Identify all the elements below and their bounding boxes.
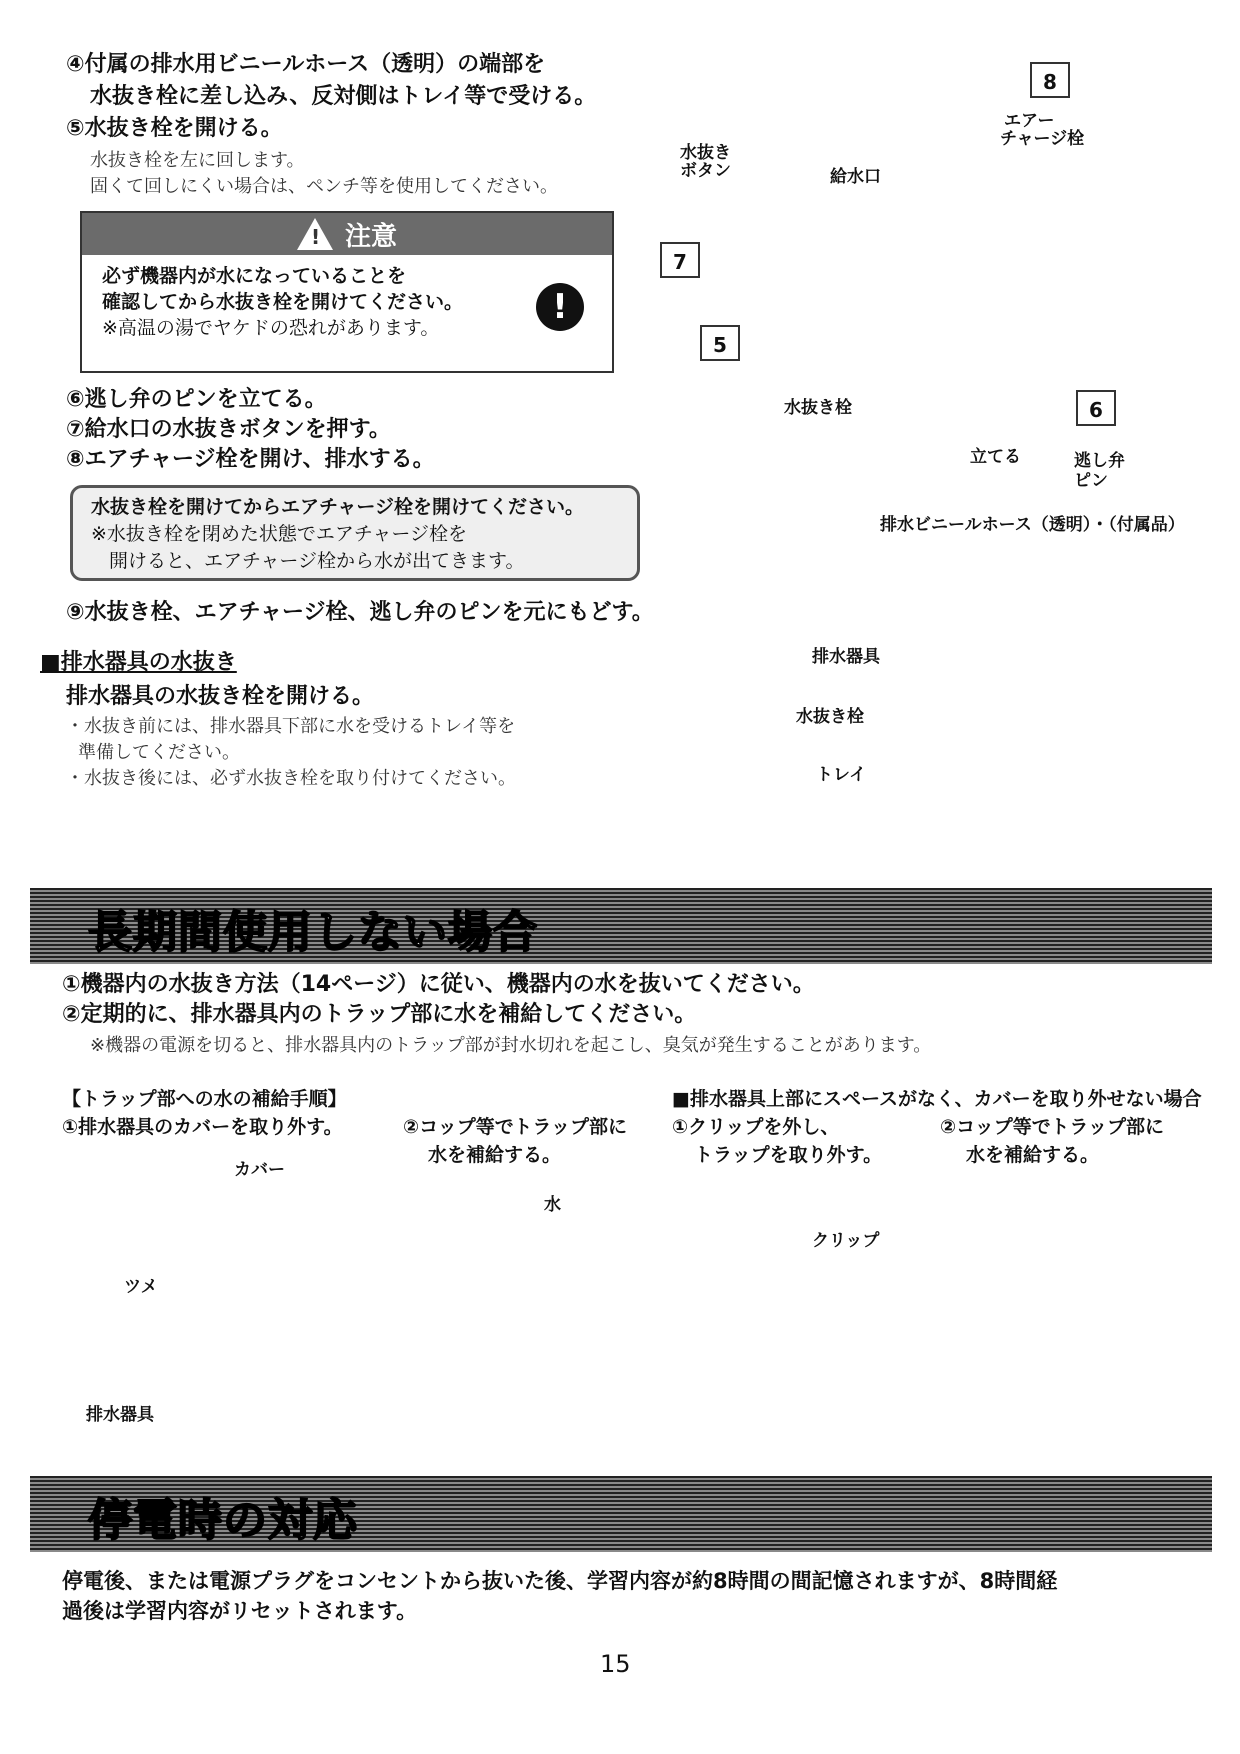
- drain-bullet2: ・水抜き後には、必ず水抜き栓を取り付けてください。: [66, 768, 516, 789]
- outage-banner: [30, 1476, 1212, 1552]
- proc2a: ②コップ等でトラップ部に: [403, 1116, 627, 1138]
- long-term-title: 長期間使用しない場合: [88, 907, 538, 958]
- label-fixture-2: 排水器具: [86, 1405, 154, 1425]
- tip-line3: 開けると、エアチャージ栓から水が出てきます。: [109, 550, 525, 572]
- outage-line2: 過後は学習内容がリセットされます。: [62, 1599, 418, 1623]
- long-term-banner: [30, 888, 1212, 964]
- alt2b: 水を補給する。: [966, 1144, 1100, 1166]
- label-drain-btn1: 水抜き: [680, 143, 731, 163]
- long-term-p3: ※機器の電源を切ると、排水器具内のトラップ部が封水切れを起こし、臭気が発生することがあります。: [90, 1035, 932, 1056]
- caution-line3: ※高温の湯でヤケドの恐れがあります。: [102, 317, 440, 339]
- label-water: 水: [544, 1195, 561, 1215]
- tag-8: 8: [1030, 62, 1070, 98]
- outage-title: 停電時の対応: [88, 1495, 358, 1546]
- step5-note1: 水抜き栓を左に回します。: [90, 150, 305, 171]
- alt1a: ①クリップを外し、: [672, 1116, 840, 1138]
- label-relief1: 逃し弁: [1074, 451, 1125, 471]
- drain-bullet1a: ・水抜き前には、排水器具下部に水を受けるトレイ等を: [66, 716, 516, 737]
- proc-heading: 【トラップ部への水の補給手順】: [62, 1088, 347, 1110]
- step6: ⑥逃し弁のピンを立てる。: [66, 387, 327, 412]
- caution-header: [82, 213, 612, 255]
- tip-box: [70, 485, 640, 581]
- step5: ⑤水抜き栓を開ける。: [66, 116, 283, 141]
- long-term-p1: ①機器内の水抜き方法（14ページ）に従い、機器内の水を抜いてください。: [62, 972, 815, 997]
- step5-note2: 固くて回しにくい場合は、ペンチ等を使用してください。: [90, 176, 558, 197]
- alt2a: ②コップ等でトラップ部に: [940, 1116, 1164, 1138]
- label-air-charge: チャージ栓: [1000, 129, 1085, 149]
- step4-line2: 水抜き栓に差し込み、反対側はトレイ等で受ける。: [90, 84, 597, 109]
- label-fixture: 排水器具: [812, 647, 880, 667]
- drain-heading: ■排水器具の水抜き: [40, 650, 237, 675]
- step8: ⑧エアチャージ栓を開け、排水する。: [66, 447, 435, 472]
- tag-5: 5: [700, 325, 740, 361]
- step7: ⑦給水口の水抜きボタンを押す。: [66, 417, 391, 442]
- exclamation-icon: !: [536, 283, 584, 331]
- label-plug: 水抜き栓: [796, 707, 864, 727]
- step9: ⑨水抜き栓、エアチャージ栓、逃し弁のピンを元にもどす。: [66, 600, 654, 625]
- caution-title: 注意: [344, 221, 397, 252]
- tip-line2: ※水抜き栓を閉めた状態でエアチャージ栓を: [91, 523, 467, 545]
- step4-line1: ④付属の排水用ビニールホース（透明）の端部を: [66, 52, 546, 77]
- label-tray: トレイ: [816, 765, 867, 785]
- long-term-p2: ②定期的に、排水器具内のトラップ部に水を補給してください。: [62, 1002, 697, 1027]
- label-clip: クリップ: [812, 1231, 880, 1251]
- label-drain-btn2: ボタン: [680, 161, 731, 181]
- proc1: ①排水器具のカバーを取り外す。: [62, 1116, 343, 1138]
- tag-6: 6: [1076, 390, 1116, 426]
- caution-line1: 必ず機器内が水になっていることを: [102, 265, 407, 287]
- page-number: 15: [600, 1650, 631, 1678]
- tag-7: 7: [660, 242, 700, 278]
- label-drain-plug: 水抜き栓: [784, 398, 852, 418]
- alt-heading: ■排水器具上部にスペースがなく、カバーを取り外せない場合: [672, 1088, 1202, 1110]
- drain-bullet1b: 準備してください。: [78, 742, 240, 763]
- warning-triangle-icon: !: [297, 218, 333, 250]
- label-cover: カバー: [234, 1160, 285, 1180]
- label-inlet: 給水口: [830, 167, 881, 187]
- caution-box: [80, 211, 614, 373]
- label-stand: 立てる: [970, 447, 1021, 467]
- label-tab: ツメ: [124, 1277, 158, 1297]
- tip-line1: 水抜き栓を開けてからエアチャージ栓を開けてください。: [91, 496, 585, 518]
- outage-line1: 停電後、または電源プラグをコンセントから抜いた後、学習内容が約8時間の間記憶されますが、8時間経: [62, 1569, 1058, 1593]
- proc2b: 水を補給する。: [428, 1144, 562, 1166]
- caution-line2: 確認してから水抜き栓を開けてください。: [102, 291, 464, 313]
- drain-sub: 排水器具の水抜き栓を開ける。: [66, 684, 375, 709]
- label-air: エアー: [1004, 111, 1055, 131]
- alt1b: トラップを取り外す。: [694, 1144, 883, 1166]
- label-hose: 排水ビニールホース（透明）・（付属品）: [880, 515, 1185, 535]
- label-relief2: ピン: [1074, 471, 1108, 491]
